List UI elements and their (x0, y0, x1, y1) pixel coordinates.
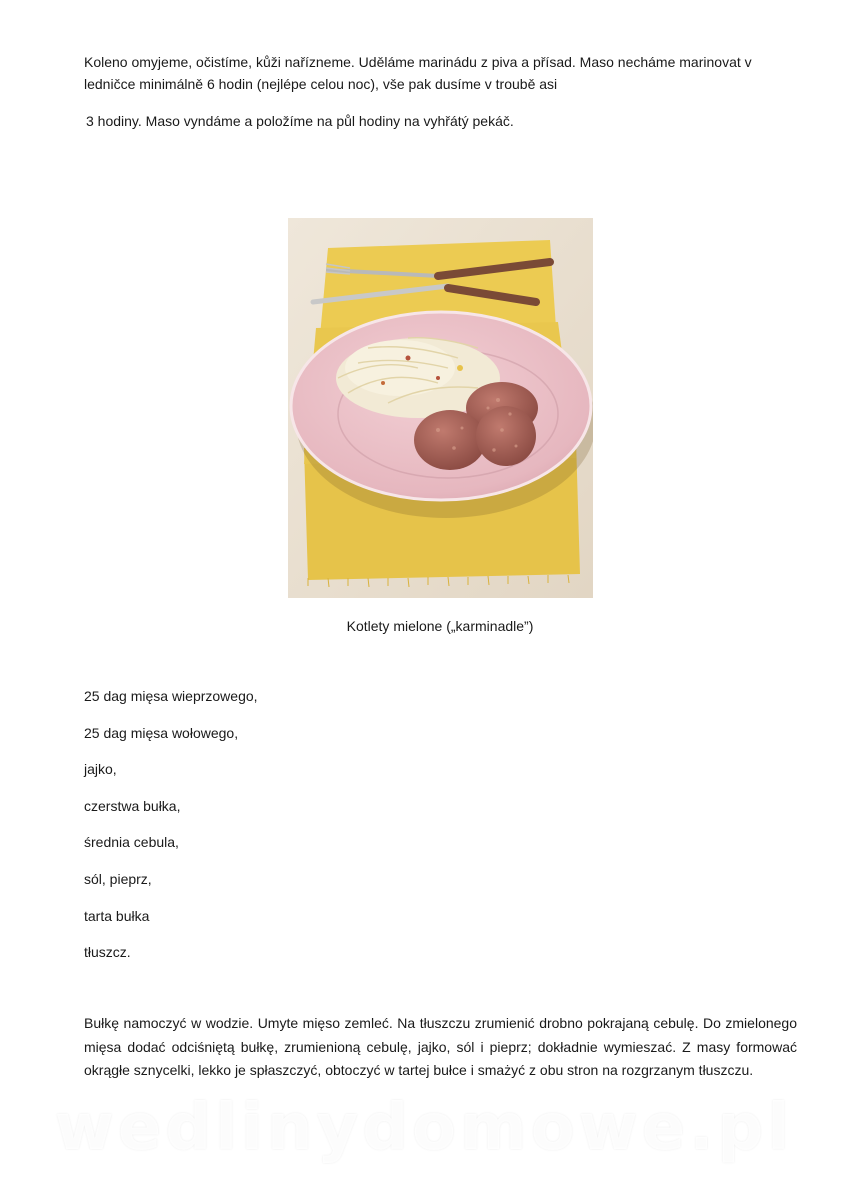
watermark: wedlinydomowe.pl (54, 1091, 794, 1165)
list-item: tłuszcz. (84, 944, 131, 961)
intro-paragraph-continuation: 3 hodiny. Maso vyndáme a položíme na půl hodiny na vyhřátý pekáč. (86, 113, 514, 129)
list-item: tarta bułka (84, 907, 150, 924)
list-item: 25 dag mięsa wieprzowego, (84, 688, 258, 704)
list-item: 25 dag mięsa wołowego, (84, 724, 239, 741)
photo-caption: Kotlety mielone („karminadle”) (346, 618, 534, 634)
list-item: jajko, (84, 761, 117, 778)
method-paragraph: Bułkę namoczyć w wodzie. Umyte mięso zemleć. Na tłuszczu zrumienić drobno pokrajaną cebulę. Do zmielonego mięsa dodać odciśniętą bułkę, zrumienioną cebulę, jajko, sól i pieprz; dokładnie wymieszać. Z masy formować okrągłe sznycelki, lekko je spłaszczyć, obtoczyć w tartej bułce i smażyć z obu stron na rozgrzanym tłuszczu. (84, 1015, 797, 1078)
list-item: czerstwa bułka, (84, 797, 181, 814)
list-item: sól, pieprz, (84, 870, 152, 887)
plate-with-meat-patties-and-cabbage-salad-icon (288, 218, 593, 598)
list-item: średnia cebula, (84, 834, 179, 851)
ingredients-list (84, 686, 258, 979)
recipe-photo (288, 218, 593, 598)
intro-paragraph: Koleno omyjeme, očistíme, kůži nařízneme. Uděláme marinádu z piva a přísad. Maso necháme marinovat v ledničce minimálně 6 hodin (nejlépe celou noc), vše pak dusíme v troubě asi (84, 54, 752, 92)
